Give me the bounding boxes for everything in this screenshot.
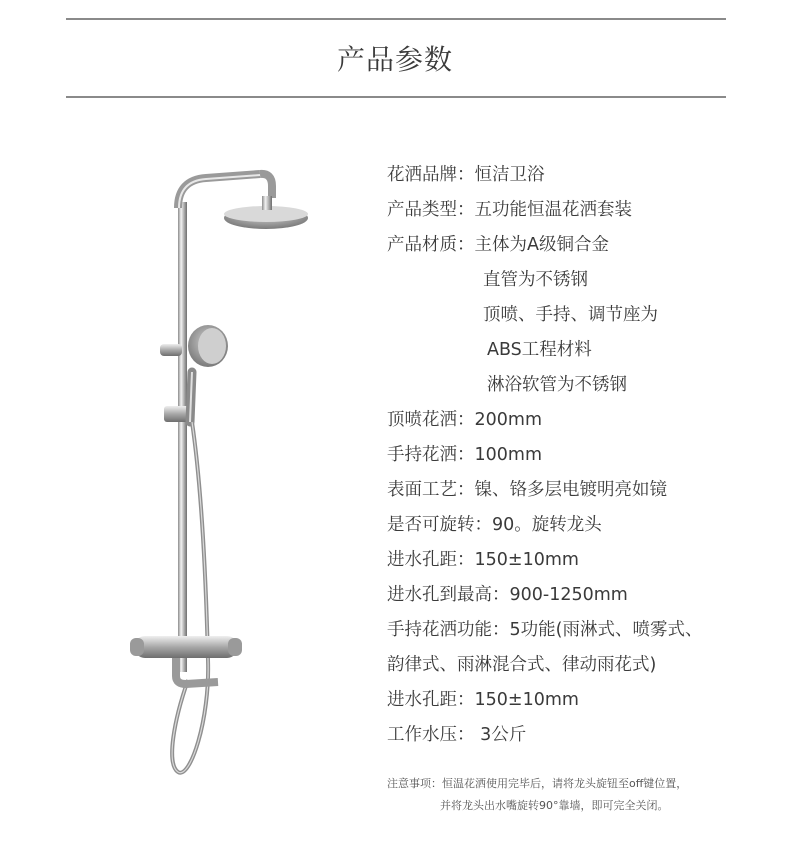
shower-set-image [120, 160, 340, 800]
spec-value: 150±10mm [474, 690, 579, 710]
spec-label: 工作水压： [387, 725, 475, 745]
spec-rotatable [387, 508, 702, 543]
spec-pressure [387, 718, 702, 753]
spec-label: 手持花洒功能： [387, 620, 510, 640]
spec-type [387, 193, 702, 228]
spec-label: 顶喷花洒： [387, 410, 475, 430]
spec-hand-functions-line2: 韵律式、雨淋混合式、律动雨花式) [387, 655, 657, 675]
spec-value: 5功能(雨淋式、喷雾式、 [509, 620, 703, 640]
spec-material-line5: 淋浴软管为不锈钢 [487, 375, 627, 395]
riser-pipe [178, 202, 187, 672]
soap-dish [160, 344, 182, 356]
spec-inlet-height [387, 578, 702, 613]
spec-value: 150±10mm [474, 550, 579, 570]
shower-hose [172, 422, 208, 773]
spec-hand-shower [387, 438, 702, 473]
spec-label: 手持花洒： [387, 445, 475, 465]
top-divider [66, 18, 726, 20]
spec-value: 3公斤 [474, 725, 527, 745]
spec-label: 表面工艺： [387, 480, 475, 500]
spec-surface [387, 473, 702, 508]
spec-hand-functions [387, 613, 702, 648]
spec-value: 主体为A级铜合金 [474, 235, 609, 255]
spec-label: 产品类型： [387, 200, 475, 220]
spec-value: 五功能恒温花洒套装 [474, 200, 632, 220]
spec-material [387, 228, 702, 263]
spec-list [387, 158, 702, 753]
spec-label: 进水孔距： [387, 690, 475, 710]
thermostatic-mixer [134, 636, 238, 658]
spec-value: 100mm [474, 445, 542, 465]
spec-value: 镍、铬多层电镀明亮如镜 [474, 480, 667, 500]
spec-top-shower [387, 403, 702, 438]
spec-inlet-distance [387, 543, 702, 578]
spec-label: 进水孔到最高： [387, 585, 510, 605]
spec-value: 90。旋转龙头 [492, 515, 602, 535]
spec-material-line3: 顶喷、手持、调节座为 [483, 305, 658, 325]
spec-material-line2: 直管为不锈钢 [483, 270, 588, 290]
spec-value: 900-1250mm [509, 585, 628, 605]
spec-label: 花洒品牌： [387, 165, 475, 185]
notice-line-1: 注意事项：恒温花洒使用完毕后，请将龙头旋钮至off键位置， [387, 777, 688, 790]
spec-value: 恒洁卫浴 [474, 165, 545, 185]
notice-line-2: 并将龙头出水嘴旋转90°靠墙，即可完全关闭。 [440, 799, 669, 812]
spec-label: 产品材质： [387, 235, 475, 255]
spec-brand [387, 158, 702, 193]
spec-inlet-distance-2 [387, 683, 702, 718]
spec-value: 200mm [474, 410, 542, 430]
spec-label: 进水孔距： [387, 550, 475, 570]
shower-arm [260, 174, 272, 198]
bottom-divider [66, 96, 726, 98]
spec-material-line4: ABS工程材料 [487, 340, 592, 360]
top-bend [178, 174, 260, 208]
spec-label: 是否可旋转： [387, 515, 492, 535]
hand-shower [188, 325, 228, 422]
notice [387, 773, 687, 817]
page-title: 产品参数 [336, 43, 453, 76]
